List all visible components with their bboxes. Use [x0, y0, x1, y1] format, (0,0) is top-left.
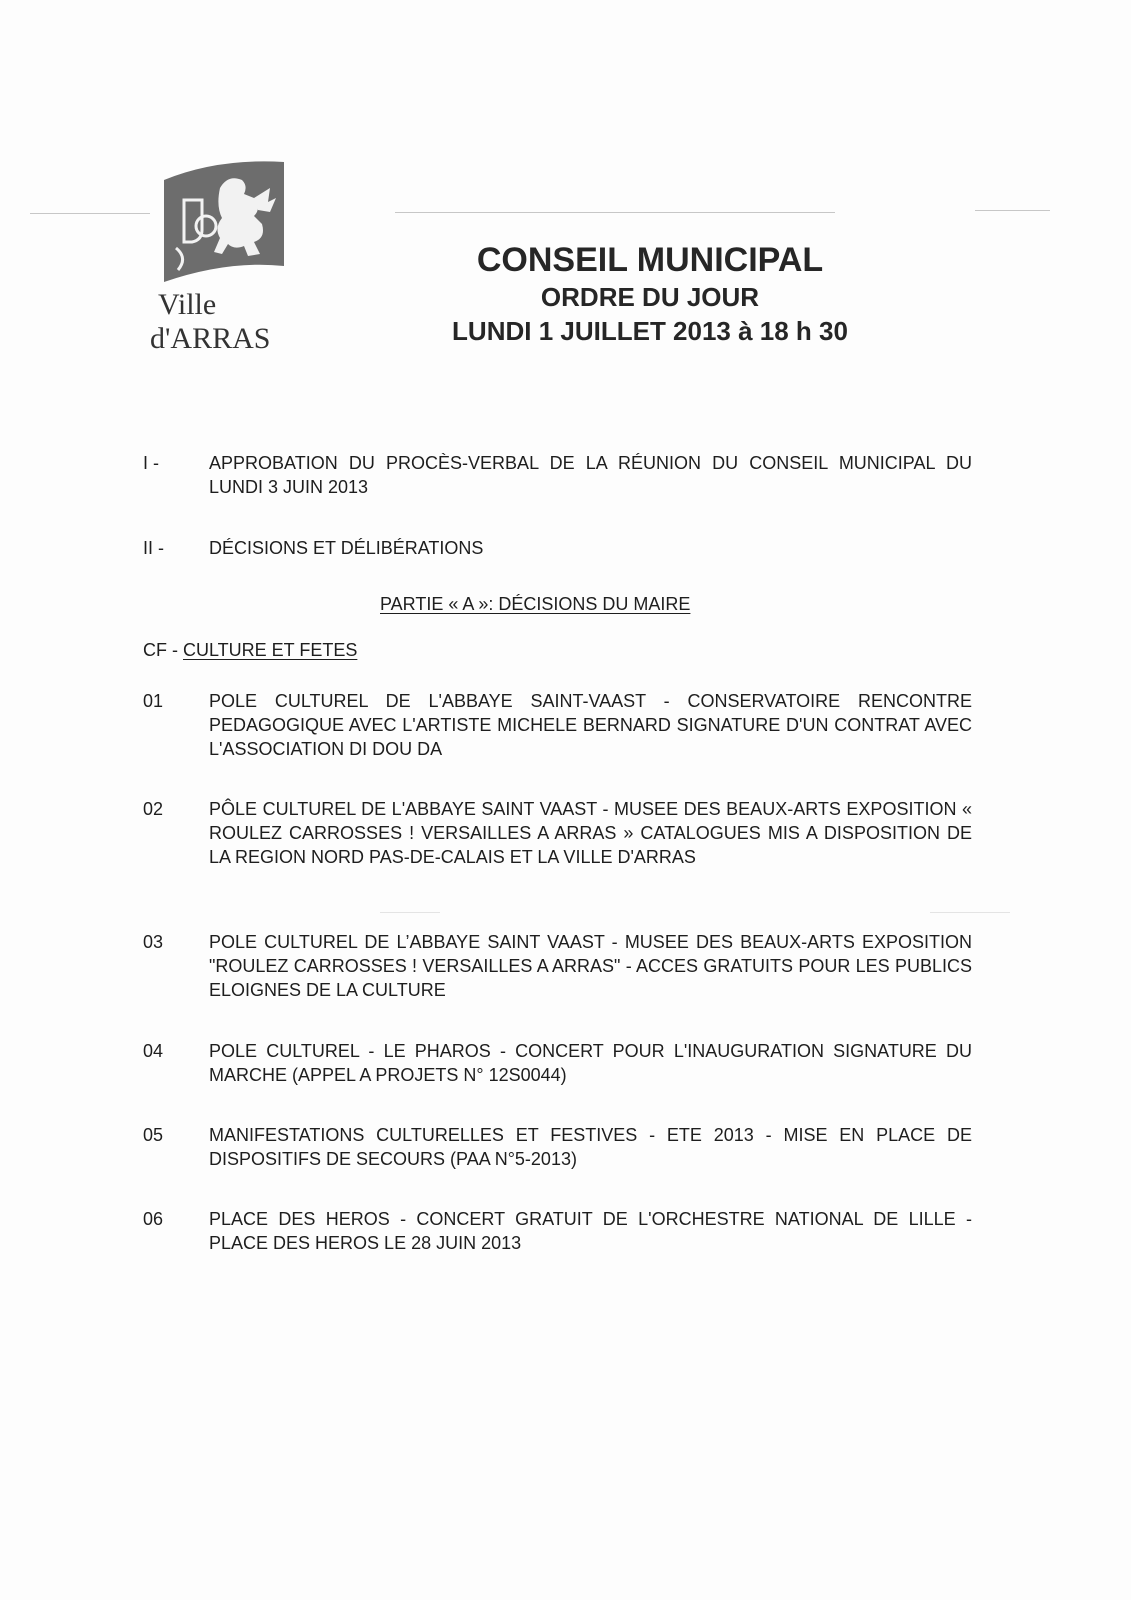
page-title: CONSEIL MUNICIPAL — [476, 241, 824, 279]
item-number: 02 — [143, 799, 164, 819]
item-number: 06 — [143, 1209, 164, 1229]
scan-artifact-line — [975, 210, 1050, 211]
item-text: POLE CULTUREL - LE PHAROS - CONCERT POUR L'INAUGURATION SIGNATURE DU MARCHE (APPEL A PROJETS N° 12S0044) — [209, 1041, 972, 1085]
category-heading — [143, 638, 357, 662]
scan-artifact-line — [395, 212, 835, 213]
logo-text-ville: Ville — [158, 288, 217, 321]
scan-artifact-line — [930, 912, 1010, 913]
item-number: 01 — [143, 691, 164, 711]
section-text: APPROBATION DU PROCÈS-VERBAL DE LA RÉUNION DU CONSEIL MUNICIPAL DU LUNDI 3 JUIN 2013 — [209, 453, 972, 497]
item-number: 05 — [143, 1125, 164, 1145]
heraldic-lion-flag-icon — [158, 158, 288, 293]
category-label: CULTURE ET FETES — [183, 640, 358, 660]
item-number: 03 — [143, 932, 164, 952]
item-text: POLE CULTUREL DE L'ABBAYE SAINT-VAAST - CONSERVATOIRE RENCONTRE PEDAGOGIQUE AVEC L'ARTISTE MICHELE BERNARD SIGNATURE D'UN CONTRAT AVEC L'ASSOCIATION DI DOU DA — [209, 691, 972, 759]
page-subtitle: ORDRE DU JOUR — [540, 282, 760, 312]
part-heading: PARTIE « A »: DÉCISIONS DU MAIRE — [380, 594, 691, 614]
scan-artifact-line — [380, 912, 440, 913]
category-code: CF - — [143, 640, 183, 660]
section-numeral: I - — [143, 453, 159, 473]
item-text: PLACE DES HEROS - CONCERT GRATUIT DE L'ORCHESTRE NATIONAL DE LILLE - PLACE DES HEROS LE 28 JUIN 2013 — [209, 1209, 972, 1253]
city-logo — [150, 158, 290, 358]
item-number: 04 — [143, 1041, 164, 1061]
logo-text-arras: d'ARRAS — [150, 322, 271, 355]
item-text: MANIFESTATIONS CULTURELLES ET FESTIVES - ETE 2013 - MISE EN PLACE DE DISPOSITIFS DE SECOURS (PAA N°5-2013) — [209, 1125, 972, 1169]
section-text: DÉCISIONS ET DÉLIBÉRATIONS — [209, 538, 484, 558]
meeting-date: LUNDI 1 JUILLET 2013 à 18 h 30 — [452, 316, 848, 346]
item-text: PÔLE CULTUREL DE L'ABBAYE SAINT VAAST - MUSEE DES BEAUX-ARTS EXPOSITION « ROULEZ CARROSSES ! VERSAILLES A ARRAS » CATALOGUES MIS A DISPOSITION DE LA REGION NORD PAS-DE-CALAIS ET LA VILLE D'ARRAS — [209, 799, 972, 867]
section-numeral: II - — [143, 538, 164, 558]
item-text: POLE CULTUREL DE L’ABBAYE SAINT VAAST - MUSEE DES BEAUX-ARTS EXPOSITION "ROULEZ CARROSSES ! VERSAILLES A ARRAS" - ACCES GRATUITS POUR LES PUBLICS ELOIGNES DE LA CULTURE — [209, 932, 972, 1000]
scan-artifact-line — [30, 213, 150, 214]
